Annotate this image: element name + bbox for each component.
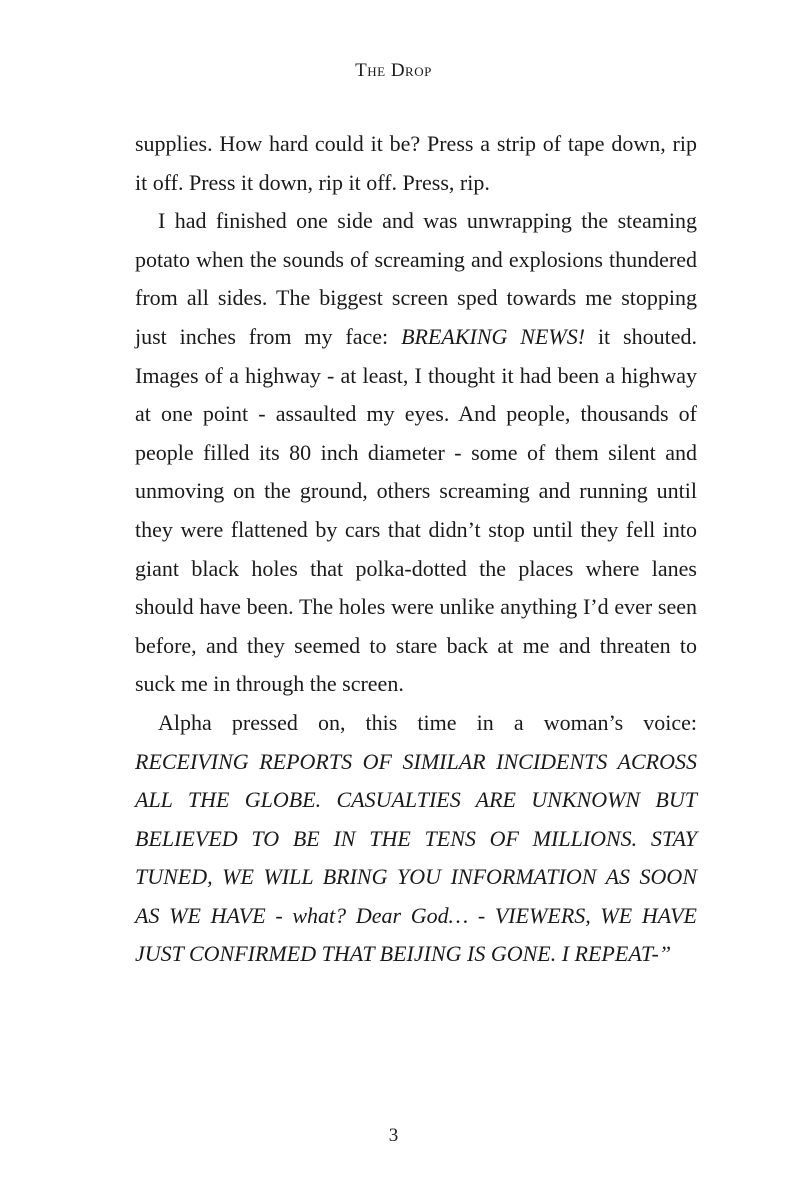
paragraph-2-part-a: I had finished one side and was unwrapping the steaming potato when the sounds of screaming and explosions thundered from all sides. The biggest screen sped towards me stopping just inches from my face: (135, 208, 697, 349)
running-header: The Drop (355, 60, 432, 81)
paragraph-2-part-b: it shouted. Images of a highway - at least, I thought it had been a highway at one point - assaulted my eyes. And people, thousands of people filled its 80 inch diameter - some of them silent and unmoving on the ground, others screaming and running until they were flattened by cars that didn’t stop until they fell into giant black holes that polka-dotted the places where lanes should have been. The holes were unlike anything I’d ever seen before, and they seemed to stare back at me and threaten to suck me in through the screen. (135, 323, 697, 697)
paragraph-1: supplies. How hard could it be? Press a strip of tape down, rip it off. Press it down, rip it off. Press, rip. (135, 131, 697, 195)
breaking-news-italic: BREAKING NEWS! (401, 323, 586, 349)
paragraph-3-part-a: Alpha pressed on, this time in a woman’s voice: (158, 709, 697, 735)
paragraph-2 (135, 202, 697, 704)
paragraph-3 (135, 704, 697, 974)
broadcast-quote-italic: RECEIVING REPORTS OF SIMILAR INCIDENTS ACROSS ALL THE GLOBE. CASUALTIES ARE UNKNOWN BUT BELIEVED TO BE IN THE TENS OF MILLIONS. STAY TUNED, WE WILL BRING YOU INFORMATION AS SOON AS WE HAVE - what? Dear God… - VIEWERS, WE HAVE JUST CONFIRMED THAT BEIJING IS GONE. I REPEAT-” (135, 748, 697, 967)
body-text (135, 125, 697, 974)
page-number: 3 (388, 1125, 399, 1146)
